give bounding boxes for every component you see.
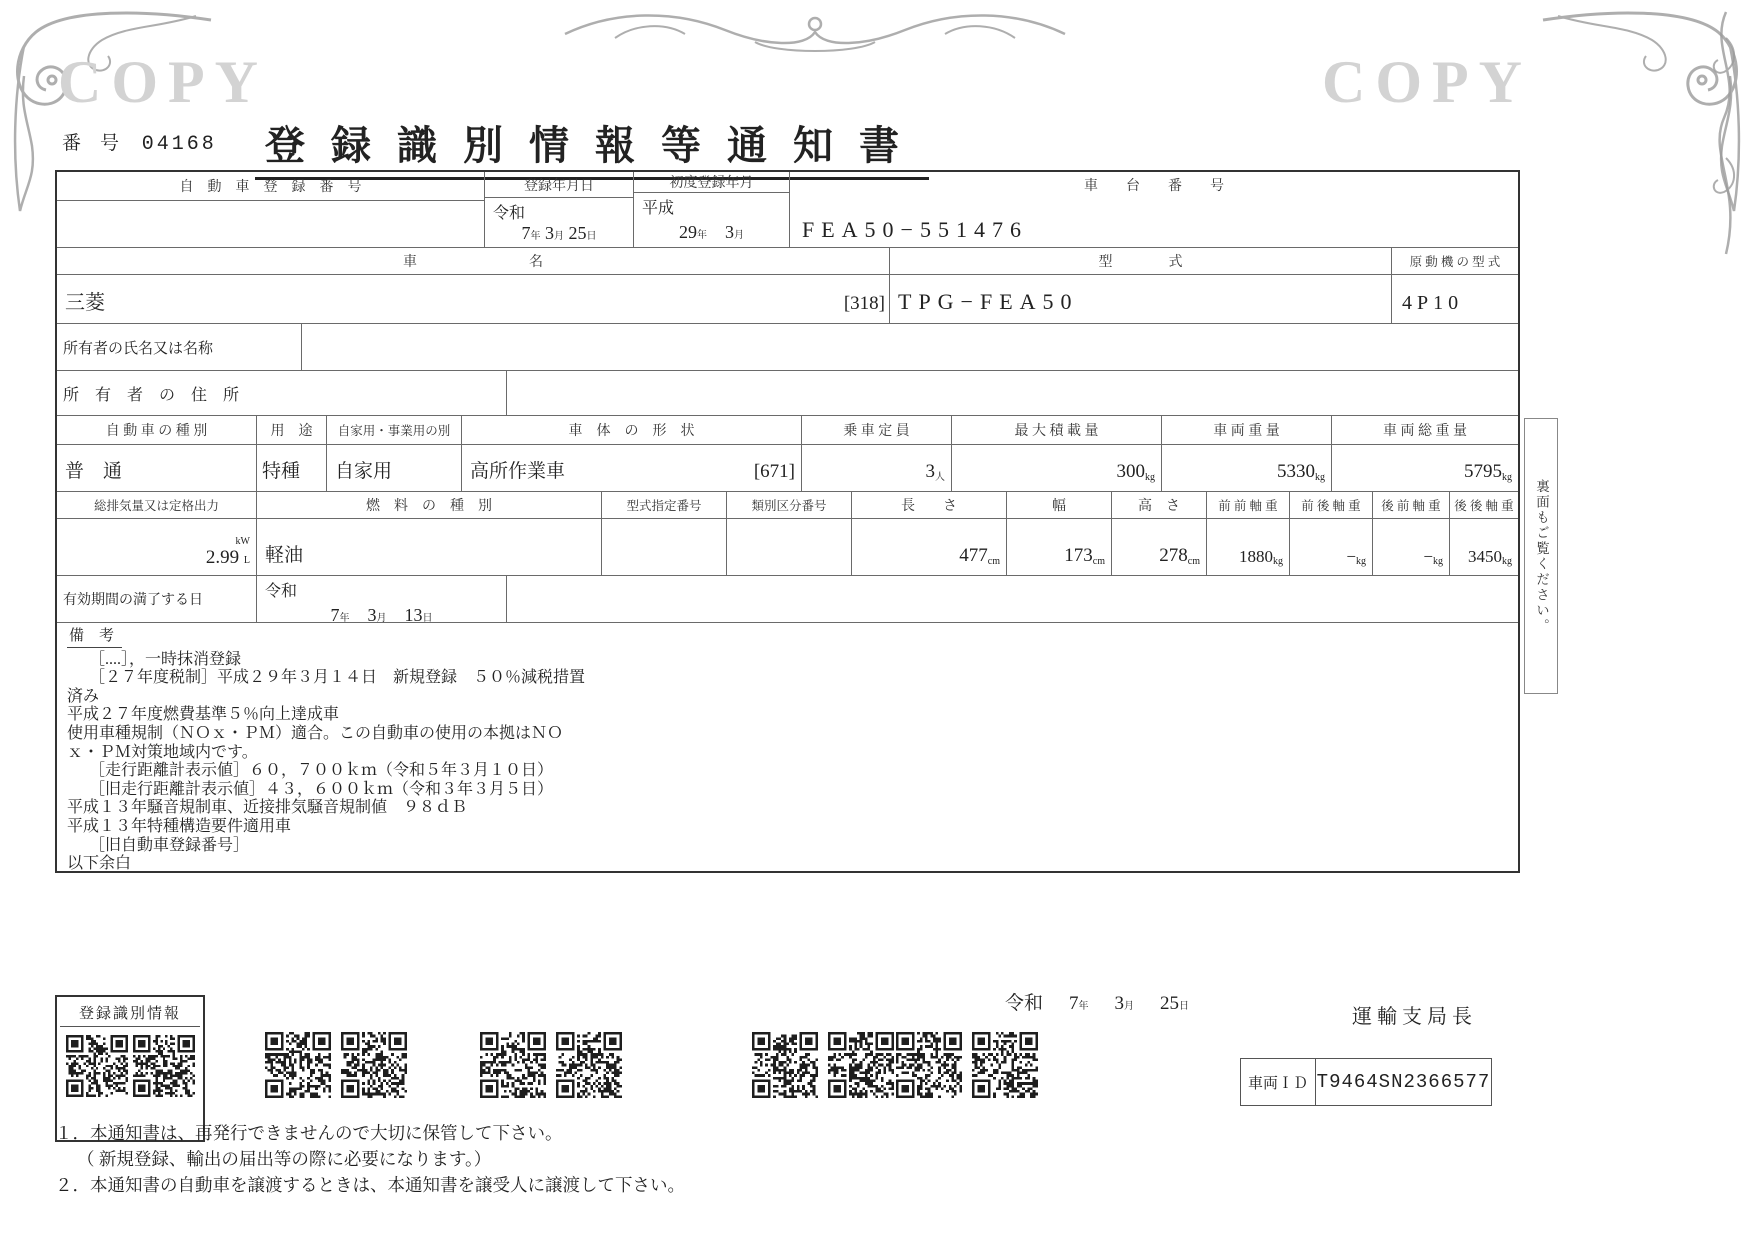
gross-weight-value: 5795 kg xyxy=(1464,461,1512,483)
expiry-ymd: 7年 3月 13日 xyxy=(330,605,433,625)
qr-code-group xyxy=(896,1032,1038,1098)
qr-code xyxy=(66,1035,128,1097)
capacity-header: 乗 車 定 員 xyxy=(802,416,952,444)
type-number-value xyxy=(602,519,727,575)
table-row-remarks xyxy=(57,623,1518,871)
use-value: 特種 xyxy=(257,445,327,491)
fuel-value: 軽油 xyxy=(257,519,602,575)
issue-date: 令和 7年 3月 25日 xyxy=(1005,993,1190,1014)
reg-date-ymd: 7年 3月 25日 xyxy=(521,223,597,243)
footer-note-2: ２．本通知書の自動車を譲渡するときは、本通知書を譲受人に譲渡して下さい。 xyxy=(55,1175,685,1195)
expiry-label: 有効期間の満了する日 xyxy=(57,576,257,622)
remarks-line: ｘ・ＰＭ対策地域内です。 xyxy=(67,743,258,761)
chassis-number-header: 車 台 番 号 xyxy=(1084,179,1224,194)
body-shape-code: [671] xyxy=(753,461,795,482)
reg-number-header: 自 動 車 登 録 番 号 xyxy=(57,172,484,201)
vehicle-id-label: 車両ＩＤ xyxy=(1241,1059,1316,1105)
private-business-header: 自家用・事業用の別 xyxy=(327,416,462,444)
owner-name-label: 所有者の氏名又は名称 xyxy=(57,324,302,370)
qr-code xyxy=(896,1032,962,1098)
axle-ff-value: 1880 kg xyxy=(1207,519,1290,575)
see-reverse-side-note: 裏面もご覧ください。 xyxy=(1524,418,1558,694)
remarks-line: ［２７年度税制］平成２９年３月１４日 新規登録 ５０％減税措置 xyxy=(89,669,586,687)
remarks-line: 以下余白 xyxy=(67,855,132,873)
remarks-label: 備 考 xyxy=(67,627,122,648)
axle-fr-value: − kg xyxy=(1290,519,1373,575)
payload-value: 300 kg xyxy=(952,445,1162,491)
qr-code xyxy=(752,1032,818,1098)
private-business-value: 自家用 xyxy=(327,445,462,491)
displacement-kw-unit: kW xyxy=(235,536,250,547)
qr-code-group xyxy=(480,1032,622,1098)
remarks-line: 平成２７年度燃費基準５％向上達成車 xyxy=(67,706,340,724)
table-row-registration xyxy=(57,172,1518,248)
qr-code-group xyxy=(752,1032,894,1098)
class-number-value xyxy=(727,519,852,575)
length-header: 長 さ xyxy=(852,492,1007,518)
height-header: 高 さ xyxy=(1112,492,1207,518)
model-header: 型 式 xyxy=(890,248,1392,274)
footer-notes xyxy=(55,1120,685,1198)
owner-address-value xyxy=(507,371,1518,415)
table-row-owner-address xyxy=(57,371,1518,416)
reg-date-era: 令和 xyxy=(493,205,526,222)
width-value: 173 cm xyxy=(1007,519,1112,575)
first-reg-value xyxy=(634,193,789,247)
body-shape-header: 車 体 の 形 状 xyxy=(462,416,802,444)
top-center-scroll-icon xyxy=(555,4,1075,60)
document-number-value: 04168 xyxy=(141,133,217,156)
footer-note-1: １．本通知書は、再発行できませんので大切に保管して下さい。 xyxy=(55,1123,563,1143)
expiry-value xyxy=(257,576,507,625)
vehicle-id-box xyxy=(1240,1058,1492,1106)
registration-id-label: 登録識別情報 xyxy=(60,997,200,1027)
qr-code xyxy=(341,1032,407,1098)
qr-code xyxy=(265,1032,331,1098)
table-row-expiry xyxy=(57,576,1518,623)
qr-code xyxy=(480,1032,546,1098)
remarks-line: ［....］，一時抹消登録 xyxy=(89,650,242,668)
gross-weight-header: 車 両 総 重 量 xyxy=(1383,424,1467,439)
reg-number-value xyxy=(57,201,484,247)
vehicle-name-value: 三菱 xyxy=(65,292,105,314)
vehicle-registration-table xyxy=(55,170,1520,873)
vehicle-name-header: 車 名 xyxy=(57,248,890,274)
axle-rr-value: 3450 kg xyxy=(1468,547,1512,567)
axle-rf-value: − kg xyxy=(1373,519,1450,575)
table-row-spec-value xyxy=(57,445,1518,492)
qr-code xyxy=(133,1035,195,1097)
axle-rr-header: 後 後 軸 重 xyxy=(1454,499,1514,513)
remarks-line: 使用車種規制（ＮＯｘ・ＰＭ）適合。この自動車の使用の本拠はＮＯ xyxy=(67,724,564,742)
transport-branch-director-label: 運輸支局長 xyxy=(1352,1006,1477,1028)
reg-date-header: 登録年月日 xyxy=(485,172,633,198)
displacement-value: 2.99 L xyxy=(205,547,250,568)
footer-note-1b: （ 新規登録、輸出の届出等の際に必要になります。） xyxy=(77,1149,492,1169)
remarks-line: 平成１３年騒音規制車、近接排気騒音規制値 ９８ｄＢ xyxy=(67,799,468,817)
model-value: TPG−FEA50 xyxy=(898,289,1079,314)
first-reg-ym: 29年 3月 xyxy=(679,222,744,242)
document-number xyxy=(62,128,217,156)
reg-date-value xyxy=(485,198,633,247)
page-title: 登録識別情報等通知書 xyxy=(255,114,929,180)
payload-header: 最 大 積 載 量 xyxy=(952,416,1162,444)
table-row-name-value xyxy=(57,275,1518,324)
width-header: 幅 xyxy=(1007,492,1112,518)
capacity-value: 3 人 xyxy=(802,445,952,491)
kind-value: 普 通 xyxy=(57,445,257,491)
remarks-line: ［旧自動車登録番号］ xyxy=(89,836,250,854)
table-row-spec-header xyxy=(57,416,1518,445)
expiry-era: 令和 xyxy=(265,583,298,600)
first-reg-era: 平成 xyxy=(642,200,675,217)
table-row-spec2-header xyxy=(57,492,1518,519)
table-row-owner-name xyxy=(57,324,1518,371)
table-row-name-header xyxy=(57,248,1518,275)
first-reg-header: 初度登録年月 xyxy=(634,172,789,193)
qr-code xyxy=(556,1032,622,1098)
remarks-line: 済み xyxy=(67,687,100,705)
table-row-spec2-value xyxy=(57,519,1518,576)
weight-value: 5330 kg xyxy=(1162,445,1332,491)
kind-header: 自 動 車 の 種 別 xyxy=(57,416,257,444)
owner-address-label: 所 有 者 の 住 所 xyxy=(57,371,507,415)
axle-rf-header: 後 前 軸 重 xyxy=(1373,492,1450,518)
model-code-value: [318] xyxy=(843,293,885,314)
vehicle-id-value: T9464SN2366577 xyxy=(1316,1071,1491,1093)
fuel-header: 燃 料 の 種 別 xyxy=(257,492,602,518)
type-number-header: 型式指定番号 xyxy=(602,492,727,518)
use-header: 用 途 xyxy=(257,416,327,444)
owner-name-value xyxy=(302,324,1518,370)
copy-watermark-left: COPY xyxy=(58,49,268,115)
engine-model-value: 4P10 xyxy=(1402,292,1464,314)
remarks-line: ［旧走行距離計表示値］４３，６００ｋｍ（令和３年３月５日） xyxy=(89,780,554,798)
document-number-label: 番 号 xyxy=(62,133,120,154)
right-edge-flourish-icon xyxy=(1702,8,1750,258)
qr-code xyxy=(972,1032,1038,1098)
copy-watermark-right: COPY xyxy=(1322,49,1532,115)
height-value: 278 cm xyxy=(1112,519,1207,575)
remarks-line: ［走行距離計表示値］６０，７００ｋｍ（令和５年３月１０日） xyxy=(89,762,554,780)
axle-ff-header: 前 前 軸 重 xyxy=(1207,492,1290,518)
length-value: 477 cm xyxy=(852,519,1007,575)
engine-model-header: 原 動 機 の 型 式 xyxy=(1409,255,1501,269)
chassis-number-value: FEA50−551476 xyxy=(802,217,1028,242)
remarks-line: 平成１３年特種構造要件適用車 xyxy=(67,817,292,835)
qr-code xyxy=(828,1032,894,1098)
displacement-header: 総排気量又は定格出力 xyxy=(57,492,257,518)
qr-code-group xyxy=(265,1032,407,1098)
class-number-header: 類別区分番号 xyxy=(727,492,852,518)
body-shape-value: 高所作業車 xyxy=(470,461,566,482)
weight-header: 車 両 重 量 xyxy=(1162,416,1332,444)
axle-fr-header: 前 後 軸 重 xyxy=(1290,492,1373,518)
